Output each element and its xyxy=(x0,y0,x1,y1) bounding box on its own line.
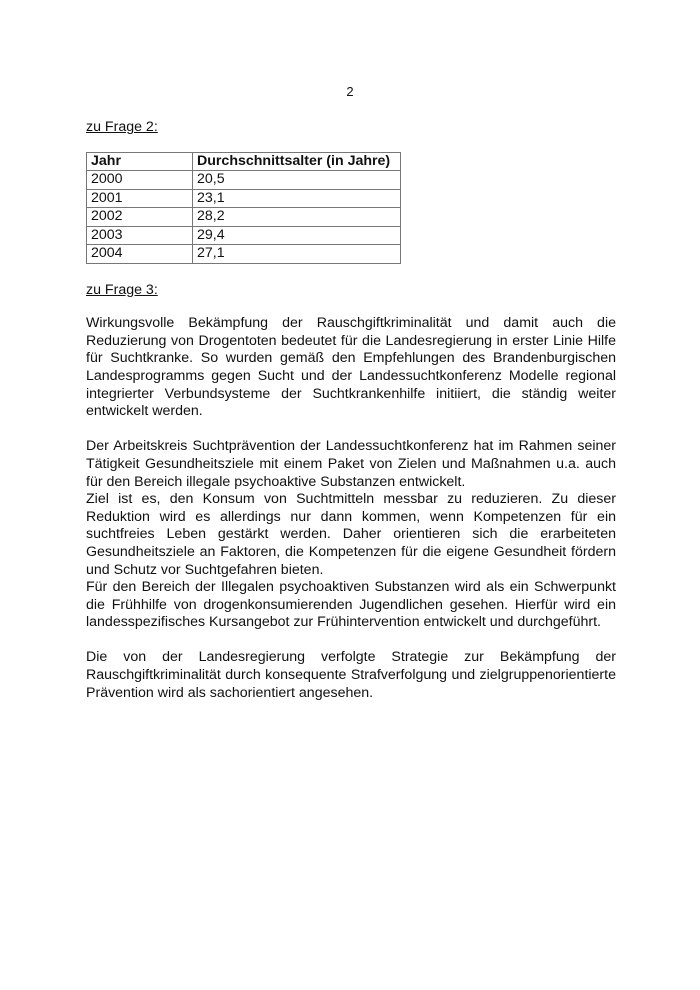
cell-average-age: 23,1 xyxy=(193,189,401,208)
cell-average-age: 20,5 xyxy=(193,171,401,190)
question-3-heading: zu Frage 3: xyxy=(86,281,158,298)
cell-average-age: 28,2 xyxy=(193,208,401,227)
table-row xyxy=(87,171,401,190)
cell-average-age: 27,1 xyxy=(193,245,401,264)
cell-year: 2000 xyxy=(87,171,193,190)
page-number: 2 xyxy=(346,84,354,99)
cell-year: 2003 xyxy=(87,226,193,245)
header-average-age: Durchschnittsalter (in Jahre) xyxy=(193,152,401,171)
table-header-row xyxy=(87,152,401,171)
question-2-heading: zu Frage 2: xyxy=(86,119,158,135)
header-year: Jahr xyxy=(87,152,193,171)
paragraph-strategy: Die von der Landesregierung verfolgte Strategie zur Bekämpfung der Rauschgiftkriminalität durch konsequente Strafverfolgung und zielgruppenorientierte Prävention wird als sachorientiert angesehen. xyxy=(86,649,616,701)
table-row xyxy=(87,245,401,264)
document-body xyxy=(86,119,616,702)
paragraph-goal: Ziel ist es, den Konsum von Suchtmitteln messbar zu reduzieren. Zu dieser Reduktion wird es allerdings nur dann kommen, wenn Kompetenzen für ein suchtfreies Leben gestärkt werden. Daher orientieren sich die erarbeiteten Gesundheitsziele an Faktoren, die Kompetenzen für die eigene Gesundheit fördern und Schutz vor Suchtgefahren bieten. xyxy=(86,491,616,578)
cell-average-age: 29,4 xyxy=(193,226,401,245)
table-row xyxy=(87,189,401,208)
table-row xyxy=(87,208,401,227)
paragraph-working-group: Der Arbeitskreis Suchtprävention der Landessuchtkonferenz hat im Rahmen seiner Tätigkeit Gesundheitsziele mit einem Paket von Zielen und Maßnahmen u.a. auch für den Bereich illegale psychoaktive Substanzen entwickelt. xyxy=(86,438,616,490)
paragraph-spacer xyxy=(86,421,616,439)
cell-year: 2002 xyxy=(87,208,193,227)
paragraph-drug-crime-measures: Wirkungsvolle Bekämpfung der Rauschgiftkriminalität und damit auch die Reduzierung von Drogentoten bedeutet für die Landesregierung in erster Linie Hilfe für Suchtkranke. So wurden gemäß den Empfehlungen des Brandenburgischen Landesprogramms gegen Sucht und der Landessuchtkonferenz Modelle regional integrierter Verbundsysteme der Suchtkrankenhilfe initiiert, die ständig weiter entwickelt werden. xyxy=(86,315,616,420)
table-row xyxy=(87,226,401,245)
paragraph-early-intervention: Für den Bereich der Illegalen psychoaktiven Substanzen wird als ein Schwerpunkt die Frühhilfe von drogenkonsumierenden Jugendlichen gesehen. Hierfür wird ein landesspezifisches Kursangebot zur Frühintervention entwickelt und durchgeführt. xyxy=(86,579,616,631)
paragraph-spacer xyxy=(86,632,616,650)
cell-year: 2004 xyxy=(87,245,193,264)
cell-year: 2001 xyxy=(87,189,193,208)
average-age-table xyxy=(86,152,401,264)
